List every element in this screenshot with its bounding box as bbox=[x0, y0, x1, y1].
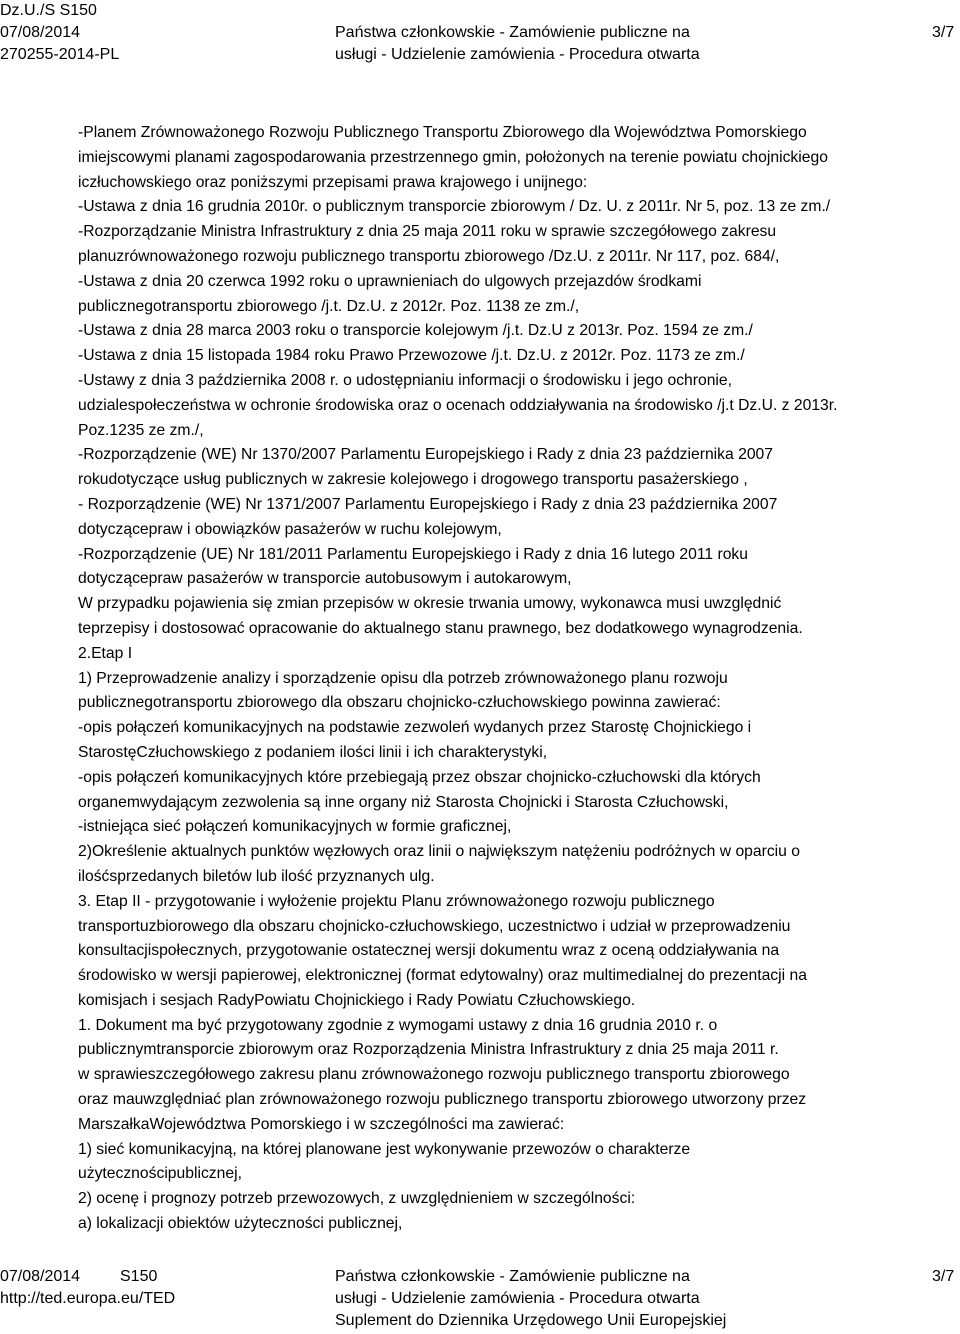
text-line: 3. Etap II - przygotowanie i wyłożenie projektu Planu zrównoważonego rozwoju publicznego bbox=[78, 892, 715, 910]
text-line: udzialespołeczeństwa w ochronie środowiska oraz o ocenach oddziaływania na środowisko /j.t Dz.U. z 2013r. bbox=[78, 396, 838, 414]
text-line: transportuzbiorowego dla obszaru chojnicko-człuchowskiego, uczestnictwo i udział w przeprowadzeniu bbox=[78, 917, 791, 935]
text-line: StarostęCzłuchowskiego z podaniem ilości linii i ich charakterystyki, bbox=[78, 743, 548, 761]
document-body bbox=[78, 121, 940, 1237]
text-line: organemwydającym zezwolenia są inne organy niż Starosta Chojnicki i Starosta Człuchowski, bbox=[78, 793, 729, 811]
text-line: iczłuchowskiego oraz poniższymi przepisami prawa krajowego i unijnego: bbox=[78, 173, 588, 191]
text-line: 1) Przeprowadzenie analizy i sporządzenie opisu dla potrzeb zrównoważonego planu rozwoju bbox=[78, 669, 728, 687]
text-line: MarszałkaWojewództwa Pomorskiego i w szczególności ma zawierać: bbox=[78, 1115, 565, 1133]
text-line: a) lokalizacji obiektów użyteczności publicznej, bbox=[78, 1215, 403, 1233]
text-line: W przypadku pojawienia się zmian przepisów w okresie trwania umowy, wykonawca musi uwzględnić bbox=[78, 595, 782, 613]
text-line: 2) ocenę i prognozy potrzeb przewozowych, z uwzględnieniem w szczególności: bbox=[78, 1190, 636, 1208]
header-date: 07/08/2014 bbox=[0, 24, 81, 41]
text-line: -opis połączeń komunikacyjnych na podstawie zezwoleń wydanych przez Starostę Chojnickiego i bbox=[78, 719, 752, 737]
footer-code: S150 bbox=[120, 1268, 158, 1285]
text-line: konsultacjispołecznych, przygotowanie ostatecznej wersji dokumentu wraz z oceną oddziaływania na bbox=[78, 942, 780, 960]
text-line: środowisko w wersji papierowej, elektronicznej (format edytowalny) oraz multimedialnej do prezentacji na bbox=[78, 967, 807, 985]
text-line: -Ustawa z dnia 16 grudnia 2010r. o publicznym transporcie zbiorowym / Dz. U. z 2011r. Nr 5, poz. 13 ze zm./ bbox=[78, 198, 831, 216]
header-center bbox=[335, 22, 700, 66]
footer-left bbox=[0, 1266, 175, 1310]
header-category-line2: usługi - Udzielenie zamówienia - Procedura otwarta bbox=[335, 46, 700, 63]
footer-page-number: 3/7 bbox=[932, 1268, 955, 1285]
text-line: -opis połączeń komunikacyjnych które przebiegają przez obszar chojnicko-człuchowski dla których bbox=[78, 768, 761, 786]
footer-category-line2: usługi - Udzielenie zamówienia - Procedura otwarta bbox=[335, 1290, 700, 1307]
footer-category-line1: Państwa członkowskie - Zamówienie publiczne na bbox=[335, 1268, 690, 1285]
text-line: publicznymtransporcie zbiorowym oraz Rozporządzenia Ministra Infrastruktury z dnia 25 maja 2011 r. bbox=[78, 1041, 779, 1059]
text-line: -Rozporządzenie (UE) Nr 181/2011 Parlamentu Europejskiego i Rady z dnia 16 lutego 2011 roku bbox=[78, 545, 749, 563]
header-journal-ref: Dz.U./S S150 bbox=[0, 2, 97, 19]
text-line: w sprawieszczegółowego zakresu planu zrównoważonego rozwoju publicznego transportu zbiorowego bbox=[78, 1066, 790, 1084]
text-line: 1) sieć komunikacyjną, na której planowane jest wykonywanie przewozów o charakterze bbox=[78, 1140, 691, 1158]
text-line: imiejscowymi planami zagospodarowania przestrzennego gmin, położonych na terenie powiatu chojnickiego bbox=[78, 148, 828, 166]
text-line: dotyczącepraw pasażerów w transporcie autobusowym i autokarowym, bbox=[78, 570, 572, 588]
text-line: użytecznościpublicznej, bbox=[78, 1165, 242, 1183]
header-category-line1: Państwa członkowskie - Zamówienie publiczne na bbox=[335, 24, 690, 41]
text-line: -Rozporządzanie Ministra Infrastruktury z dnia 25 maja 2011 roku w sprawie szczegółowego zakresu bbox=[78, 223, 777, 241]
text-line: planuzrównoważonego rozwoju publicznego transportu zbiorowego /Dz.U. z 2011r. Nr 117, poz. 684/, bbox=[78, 247, 780, 265]
footer-date: 07/08/2014 bbox=[0, 1268, 81, 1285]
header-notice-id: 270255-2014-PL bbox=[0, 46, 120, 63]
footer-supplement: Suplement do Dziennika Urzędowego Unii Europejskiej bbox=[335, 1312, 727, 1329]
text-line: ilośćsprzedanych biletów lub ilość przyznanych ulg. bbox=[78, 867, 435, 885]
text-line: publicznegotransportu zbiorowego dla obszaru chojnicko-człuchowskiego powinna zawierać: bbox=[78, 694, 721, 712]
text-line: Poz.1235 ze zm./, bbox=[78, 421, 204, 439]
text-line: -Ustawa z dnia 20 czerwca 1992 roku o uprawnieniach do ulgowych przejazdów środkami bbox=[78, 272, 702, 290]
header-left bbox=[0, 0, 119, 66]
text-line: dotyczącepraw i obowiązków pasażerów w ruchu kolejowym, bbox=[78, 520, 502, 538]
text-line: - Rozporządzenie (WE) Nr 1371/2007 Parlamentu Europejskiego i Rady z dnia 23 października 2007 bbox=[78, 495, 778, 513]
footer-url[interactable]: http://ted.europa.eu/TED bbox=[0, 1290, 176, 1307]
footer-center bbox=[335, 1266, 726, 1332]
text-line: oraz mauwzględniać plan zrównoważonego rozwoju publicznego transportu zbiorowego utworzony przez bbox=[78, 1091, 807, 1109]
text-line: teprzepisy i dostosować opracowanie do aktualnego stanu prawnego, bez dodatkowego wynagrodzenia. bbox=[78, 619, 803, 637]
text-line: -istniejąca sieć połączeń komunikacyjnych w formie graficznej, bbox=[78, 818, 512, 836]
text-line: 2)Określenie aktualnych punktów węzłowych oraz linii o największym natężeniu podróżnych w oparciu o bbox=[78, 843, 800, 861]
header-page-number: 3/7 bbox=[932, 24, 955, 41]
text-line: 2.Etap I bbox=[78, 644, 133, 662]
text-line: -Ustawa z dnia 15 listopada 1984 roku Prawo Przewozowe /j.t. Dz.U. z 2012r. Poz. 1173 ze zm./ bbox=[78, 347, 745, 365]
text-line: 1. Dokument ma być przygotowany zgodnie z wymogami ustawy z dnia 16 grudnia 2010 r. o bbox=[78, 1016, 718, 1034]
text-line: rokudotyczące usług publicznych w zakresie kolejowego i drogowego transportu pasażerskiego , bbox=[78, 471, 748, 489]
text-line: -Ustawa z dnia 28 marca 2003 roku o transporcie kolejowym /j.t. Dz.U z 2013r. Poz. 1594 ze zm./ bbox=[78, 322, 753, 340]
text-line: -Planem Zrównoważonego Rozwoju Publicznego Transportu Zbiorowego dla Województwa Pomorskiego bbox=[78, 124, 807, 141]
text-line: komisjach i sesjach RadyPowiatu Chojnickiego i Rady Powiatu Człuchowskiego. bbox=[78, 991, 636, 1009]
text-line: publicznegotransportu zbiorowego /j.t. Dz.U. z 2012r. Poz. 1138 ze zm./, bbox=[78, 297, 580, 315]
text-line: -Ustawy z dnia 3 października 2008 r. o udostępnianiu informacji o środowisku i jego ochronie, bbox=[78, 371, 733, 389]
text-line: -Rozporządzenie (WE) Nr 1370/2007 Parlamentu Europejskiego i Rady z dnia 23 października 2007 bbox=[78, 446, 773, 464]
